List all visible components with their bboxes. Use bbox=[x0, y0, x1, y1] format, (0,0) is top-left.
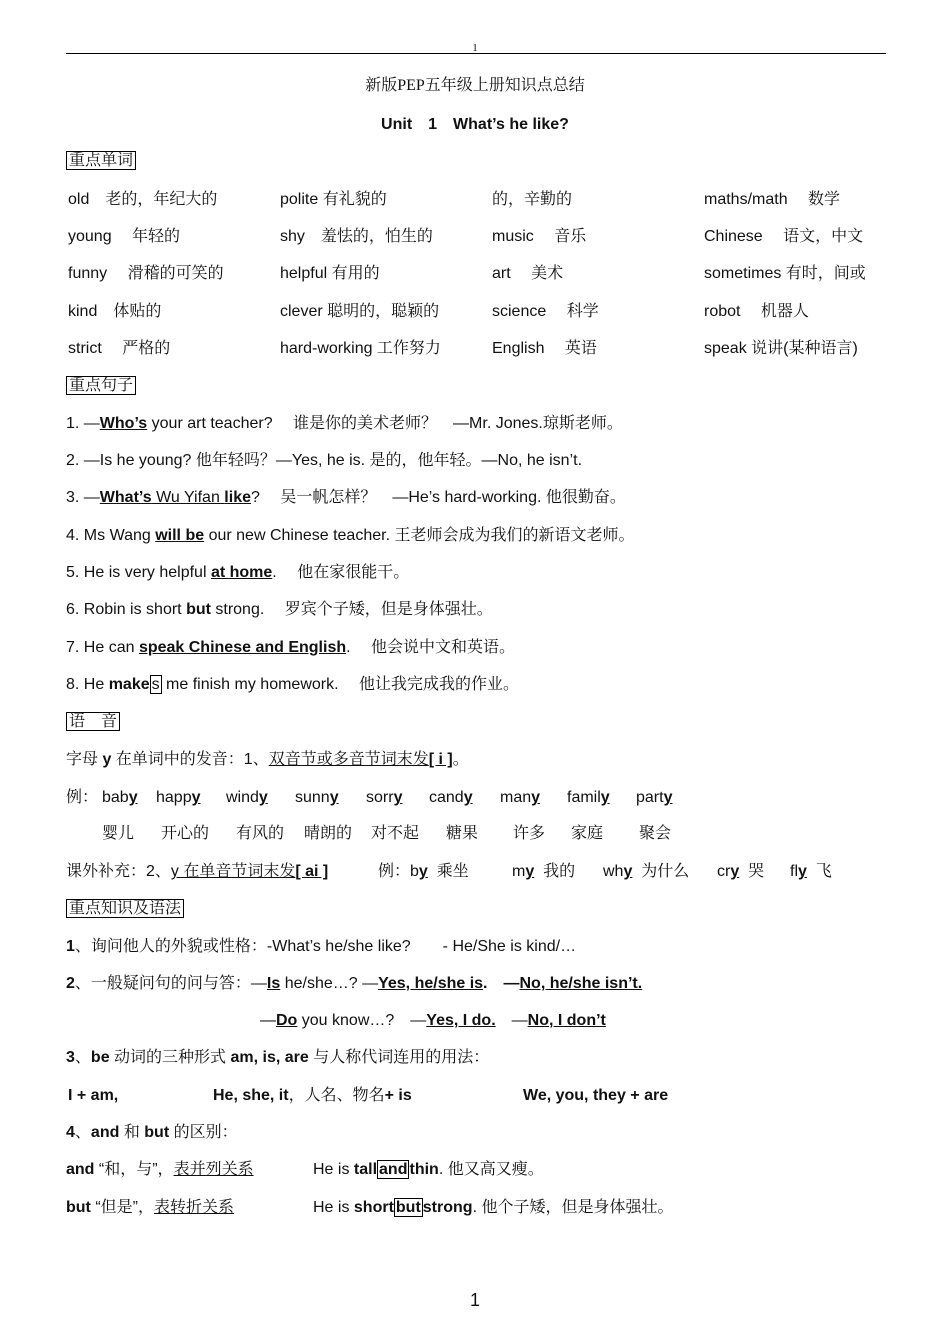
vocab-cell: young 年轻的 bbox=[68, 228, 181, 245]
section-heading-sentences bbox=[66, 376, 136, 396]
vocab-cell: strict 严格的 bbox=[68, 340, 171, 357]
vocab-cell: hard-working 工作努力 bbox=[280, 340, 441, 357]
sentence-3: 3. —What’s Wu Yifan like? 吴一帆怎样？ —He’s hard-working. 他很勤奋。 bbox=[66, 489, 626, 506]
vocab-cell: music 音乐 bbox=[492, 228, 587, 245]
section-heading-phonics-label: 语 音 bbox=[66, 712, 120, 731]
phonics-word-meaning: 聚会 bbox=[639, 825, 672, 842]
section-heading-grammar bbox=[66, 899, 184, 919]
section-heading-sentences-label: 重点句子 bbox=[66, 376, 136, 395]
sentence-8: 8. He make s me finish my homework. 他让我完成我的作业。 bbox=[66, 676, 519, 693]
phonics-rule-1: 字母 y 在单词中的发音：1、双音节或多音节词末发[ i ]。 bbox=[66, 751, 469, 768]
phonics-word-meaning: 许多 bbox=[513, 825, 546, 842]
footer-page-number: 1 bbox=[469, 1290, 480, 1310]
vocab-cell: English 英语 bbox=[492, 340, 597, 357]
phonics-extra-word: fly 飞 bbox=[790, 863, 832, 880]
sentence-2: 2. —Is he young? 他年轻吗？—Yes, he is. 是的，他年轻。—No, he isn’t. bbox=[66, 452, 583, 469]
phonics-rule-2: 课外补充：2、y 在单音节词末发[ ai ] bbox=[66, 863, 329, 880]
vocab-cell: speak 说讲(某种语言) bbox=[704, 340, 858, 357]
vocab-cell: shy 羞怯的，怕生的 bbox=[280, 228, 433, 245]
vocab-cell: clever 聪明的，聪颖的 bbox=[280, 303, 440, 320]
section-heading-grammar-label: 重点知识及语法 bbox=[66, 899, 184, 918]
vocab-cell: kind 体贴的 bbox=[68, 303, 162, 320]
be-verb-are: We, you, they + are bbox=[523, 1087, 669, 1104]
phonics-extra-word: by 乘坐 bbox=[410, 863, 469, 880]
grammar-point-2: 2、一般疑问句的问与答：—Is he/she…? —Yes, he/she is. —No, he/she isn’t. bbox=[66, 975, 643, 992]
vocab-cell: maths/math 数学 bbox=[704, 191, 841, 208]
phonics-word-meaning: 家庭 bbox=[571, 825, 604, 842]
phonics-word-meaning: 有风的 bbox=[236, 825, 285, 842]
sentence-6: 6. Robin is short but strong. 罗宾个子矮，但是身体强壮。 bbox=[66, 601, 493, 618]
phonics-word: sunny bbox=[295, 789, 339, 806]
sentence-5: 5. He is very helpful at home. 他在家很能干。 bbox=[66, 564, 410, 581]
phonics-word: sorry bbox=[366, 789, 403, 806]
vocab-cell: helpful 有用的 bbox=[280, 265, 380, 282]
header-rule bbox=[66, 53, 886, 54]
grammar-point-2-b: —Do you know…? —Yes, I do. —No, I don’t bbox=[260, 1012, 606, 1029]
but-example: He is short but strong. 他个子矮，但是身体强壮。 bbox=[313, 1199, 674, 1216]
phonics-word-meaning: 对不起 bbox=[371, 825, 420, 842]
vocab-cell: robot 机器人 bbox=[704, 303, 809, 320]
vocab-cell: 的，辛勤的 bbox=[492, 191, 573, 208]
grammar-point-4: 4、and 和 but 的区别： bbox=[66, 1124, 238, 1141]
phonics-word-meaning: 开心的 bbox=[161, 825, 210, 842]
vocab-cell: sometimes 有时，间或 bbox=[704, 265, 866, 282]
vocab-cell: funny 滑稽的可笑的 bbox=[68, 265, 224, 282]
unit-title: Unit 1 What’s he like? bbox=[381, 116, 569, 133]
and-example: He is tall and thin. 他又高又瘦。 bbox=[313, 1161, 544, 1178]
vocab-cell: art 美术 bbox=[492, 265, 564, 282]
phonics-word: family bbox=[567, 789, 610, 806]
grammar-point-1: 1、询问他人的外貌或性格：-What’s he/she like? - He/She is kind/… bbox=[66, 938, 577, 955]
be-verb-is: He, she, it，人名、物名+ is bbox=[213, 1087, 412, 1104]
vocab-cell: Chinese 语文，中文 bbox=[704, 228, 864, 245]
sentence-4: 4. Ms Wang will be our new Chinese teacher. 王老师会成为我们的新语文老师。 bbox=[66, 527, 635, 544]
phonics-word: many bbox=[500, 789, 541, 806]
vocab-cell: polite 有礼貌的 bbox=[280, 191, 387, 208]
phonics-word-meaning: 晴朗的 bbox=[304, 825, 353, 842]
and-usage: and “和，与”，表并列关系 bbox=[66, 1161, 254, 1178]
section-heading-vocab-label: 重点单词 bbox=[66, 151, 136, 170]
vocab-cell: science 科学 bbox=[492, 303, 599, 320]
phonics-extra-label: 例： bbox=[378, 863, 411, 880]
phonics-extra-word: cry 哭 bbox=[717, 863, 765, 880]
phonics-word: candy bbox=[429, 789, 473, 806]
phonics-word: party bbox=[636, 789, 673, 806]
vocab-cell: old 老的，年纪大的 bbox=[68, 191, 218, 208]
phonics-word-meaning: 婴儿 bbox=[102, 825, 135, 842]
be-verb-am: I + am, bbox=[68, 1087, 119, 1104]
section-heading-vocab bbox=[66, 151, 136, 171]
but-usage: but “但是”，表转折关系 bbox=[66, 1199, 234, 1216]
phonics-example-label: 例： bbox=[66, 789, 99, 806]
document-title: 新版PEP五年级上册知识点总结 bbox=[365, 77, 585, 94]
sentence-1: 1. —Who’s your art teacher? 谁是你的美术老师？ —Mr. Jones.琼斯老师。 bbox=[66, 415, 623, 432]
phonics-word-meaning: 糖果 bbox=[446, 825, 479, 842]
phonics-extra-word: my 我的 bbox=[512, 863, 576, 880]
phonics-word: baby bbox=[102, 789, 138, 806]
phonics-word: windy bbox=[226, 789, 268, 806]
section-heading-phonics bbox=[66, 712, 120, 732]
grammar-point-3: 3、be 动词的三种形式 am, is, are 与人称代词连用的用法： bbox=[66, 1049, 490, 1066]
sentence-7: 7. He can speak Chinese and English. 他会说中文和英语。 bbox=[66, 639, 516, 656]
header-page-number: 1 bbox=[472, 42, 478, 54]
phonics-word: happy bbox=[156, 789, 201, 806]
phonics-extra-word: why 为什么 bbox=[603, 863, 690, 880]
